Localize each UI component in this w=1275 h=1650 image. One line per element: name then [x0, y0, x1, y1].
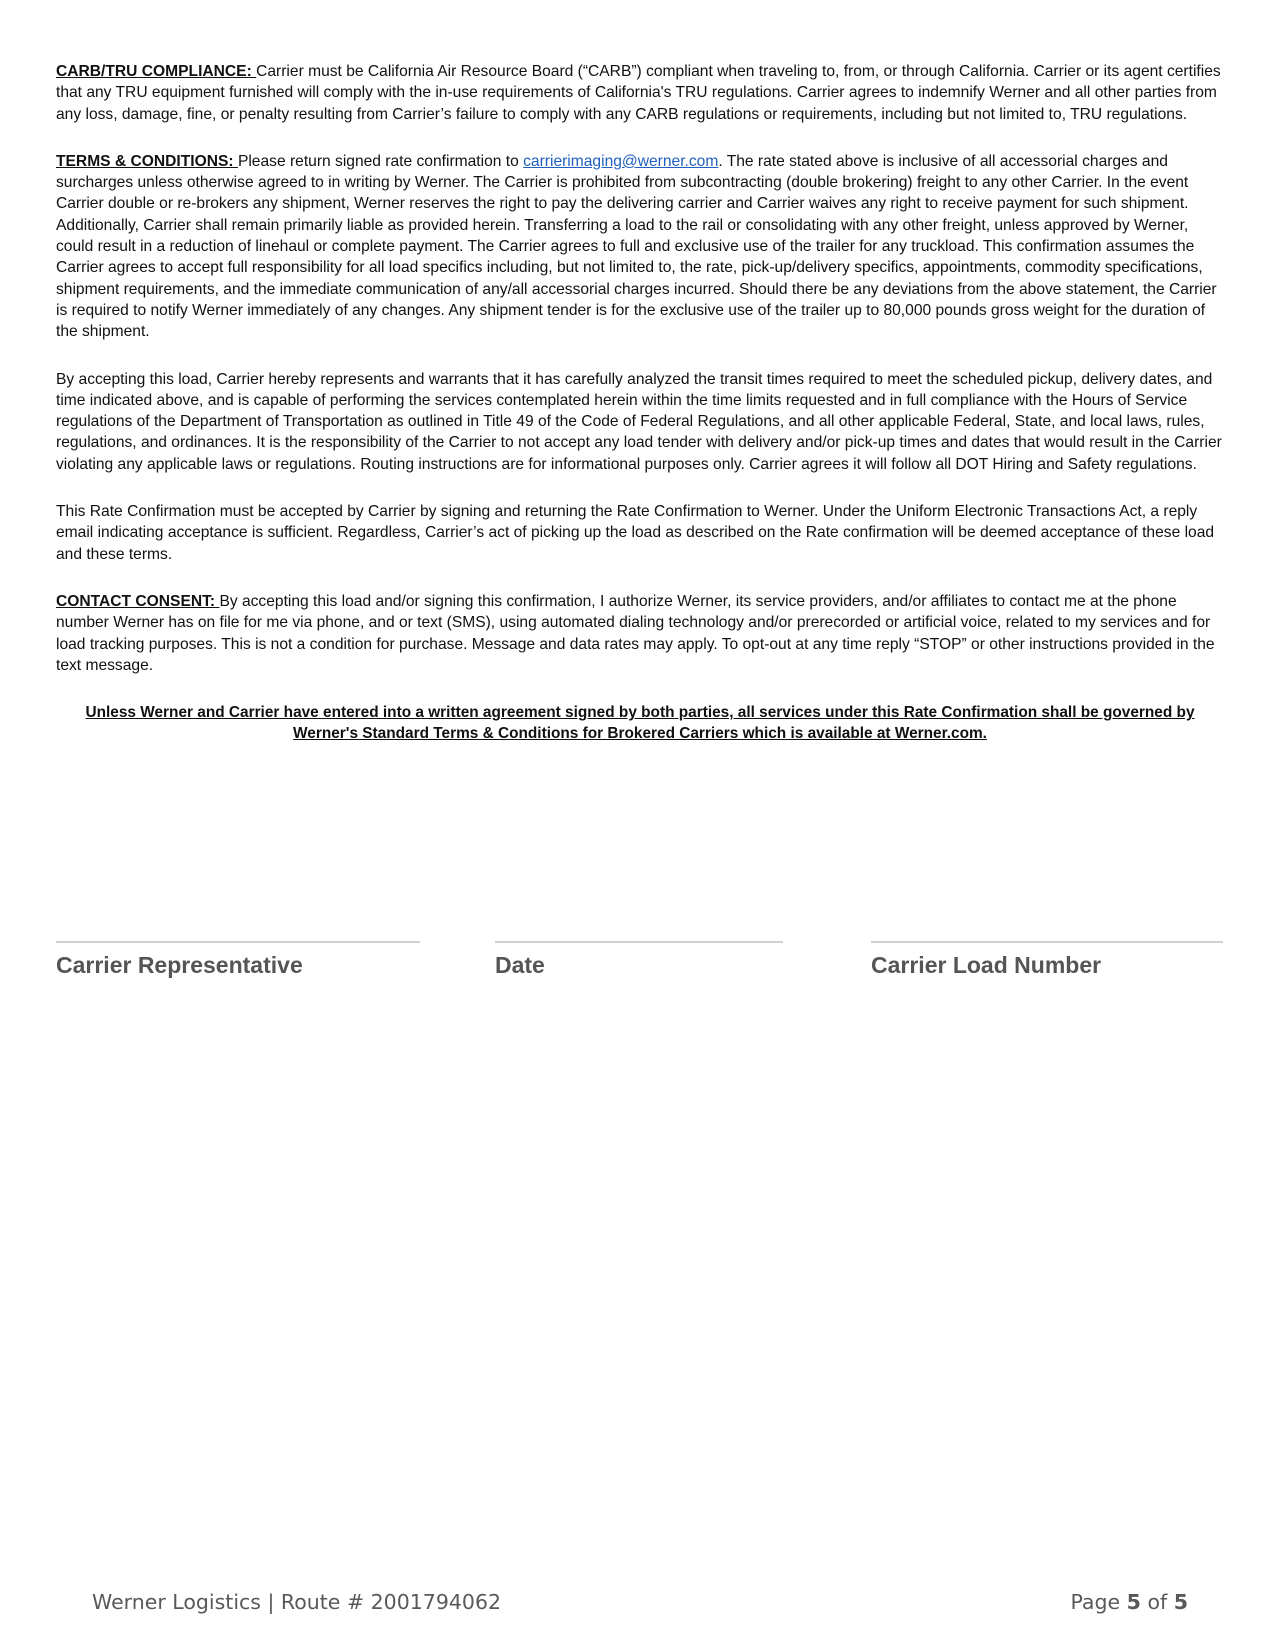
- terms-conditions-heading: TERMS & CONDITIONS:: [56, 152, 238, 170]
- carb-compliance-paragraph: [56, 61, 1224, 125]
- date-signature: [495, 941, 783, 979]
- carrier-load-number-signature: [871, 941, 1223, 979]
- carrier-imaging-email-link[interactable]: carrierimaging@werner.com: [523, 152, 719, 170]
- warranty-paragraph: By accepting this load, Carrier hereby represents and warrants that it has carefully analyzed the transit times required to meet the scheduled pickup, delivery dates, and time indicated above, and is capable of performing the services contemplated herein within the time limits requested and in full compliance with the Hours of Service regulations of the Department of Transportation as outlined in Title 49 of the Code of Federal Regulations, and all other applicable Federal, State, and local laws, rules, regulations, and ordinances. It is the responsibility of the Carrier to not accept any load tender with delivery and/or pick-up times and dates that would result in the Carrier violating any applicable laws or regulations. Routing instructions are for informational purposes only. Carrier agrees it will follow all DOT Hiring and Safety regulations.: [56, 370, 1222, 473]
- page-current: 5: [1126, 1590, 1141, 1614]
- load-number-line[interactable]: [871, 941, 1223, 943]
- footer-page-number: [1070, 1590, 1188, 1614]
- acceptance-paragraph: This Rate Confirmation must be accepted by Carrier by signing and returning the Rate Confirmation to Werner. Under the Uniform Electronic Transactions Act, a reply email indicating acceptance is sufficient. Regardless, Carrier’s act of picking up the load as described on the Rate confirmation will be deemed acceptance of these load and these terms.: [56, 503, 1215, 563]
- terms-conditions-paragraph: [56, 151, 1224, 343]
- contact-consent-text: By accepting this load and/or signing this confirmation, I authorize Werner, its service providers, and/or affiliates to contact me at the phone number Werner has on file for me via phone, and or text (SMS), using automated dialing technology and/or prerecorded or artificial voice, related to my services and for load tracking purposes. This is not a condition for purchase. Message and data rates may apply. To opt-out at any time reply “STOP” or other instructions provided in the text message.: [56, 592, 1215, 674]
- carb-compliance-text: Carrier must be California Air Resource Board (“CARB”) compliant when traveling to, from, or through California. Carrier or its agent certifies that any TRU equipment furnished will comply with the in-use requirements of California's TRU regulations. Carrier agrees to indemnify Werner and all other parties from any loss, damage, fine, or penalty resulting from Carrier’s failure to comply with any CARB regulations or requirements, including but not limited to, TRU regulations.: [56, 63, 1221, 123]
- contact-consent-heading: CONTACT CONSENT:: [56, 592, 220, 610]
- signature-line[interactable]: [56, 941, 420, 943]
- page-total: 5: [1173, 1590, 1188, 1614]
- date-line[interactable]: [495, 941, 783, 943]
- contact-consent-paragraph: [56, 591, 1224, 676]
- terms-text-before-email: Please return signed rate confirmation to: [237, 152, 524, 170]
- terms-text-after-email: . The rate stated above is inclusive of all accessorial charges and surcharges unless otherwise agreed to in writing by Werner. The Carrier is prohibited from subcontracting (double brokering) freight to any other Carrier. In the event Carrier double or re-brokers any shipment, Werner reserves the right to pay the delivering carrier and Carrier waives any right to receive payment for such shipment. Additionally, Carrier shall remain primarily liable as provided herein. Transferring a load to the rail or consolidating with any other freight, unless approved by Werner, could result in a reduction of linehaul or complete payment. The Carrier agrees to full and exclusive use of the trailer for any truckload. This confirmation assumes the Carrier agrees to accept full responsibility for all load specifics including, but not limited to, the rate, pick-up/delivery specifics, appointments, commodity specifications, shipment requirements, and the immediate communication of any/all accessorial charges incurred. Should there be any deviations from the above statement, the Carrier is required to notify Werner immediately of any changes. Any shipment tender is for the exclusive use of the trailer up to 80,000 pounds gross weight for the duration of the shipment.: [56, 152, 1217, 341]
- carrier-load-number-label: Carrier Load Number: [871, 952, 1102, 978]
- carrier-representative-signature: [56, 941, 420, 979]
- footer-route-info: Werner Logistics | Route # 2001794062: [92, 1590, 502, 1614]
- date-label: Date: [495, 952, 545, 978]
- page-word: Page: [1070, 1590, 1121, 1614]
- page-of: of: [1147, 1590, 1168, 1614]
- carb-compliance-heading: CARB/TRU COMPLIANCE:: [56, 63, 257, 80]
- terms-document-body: [56, 61, 1224, 744]
- carrier-representative-label: Carrier Representative: [56, 952, 303, 978]
- governing-terms-notice: Unless Werner and Carrier have entered into a written agreement signed by both parties, all services under this Rate Confirmation shall be governed by Werner's Standard Terms & Conditions for Brokered Carriers which is available at Werner.com.: [85, 704, 1195, 743]
